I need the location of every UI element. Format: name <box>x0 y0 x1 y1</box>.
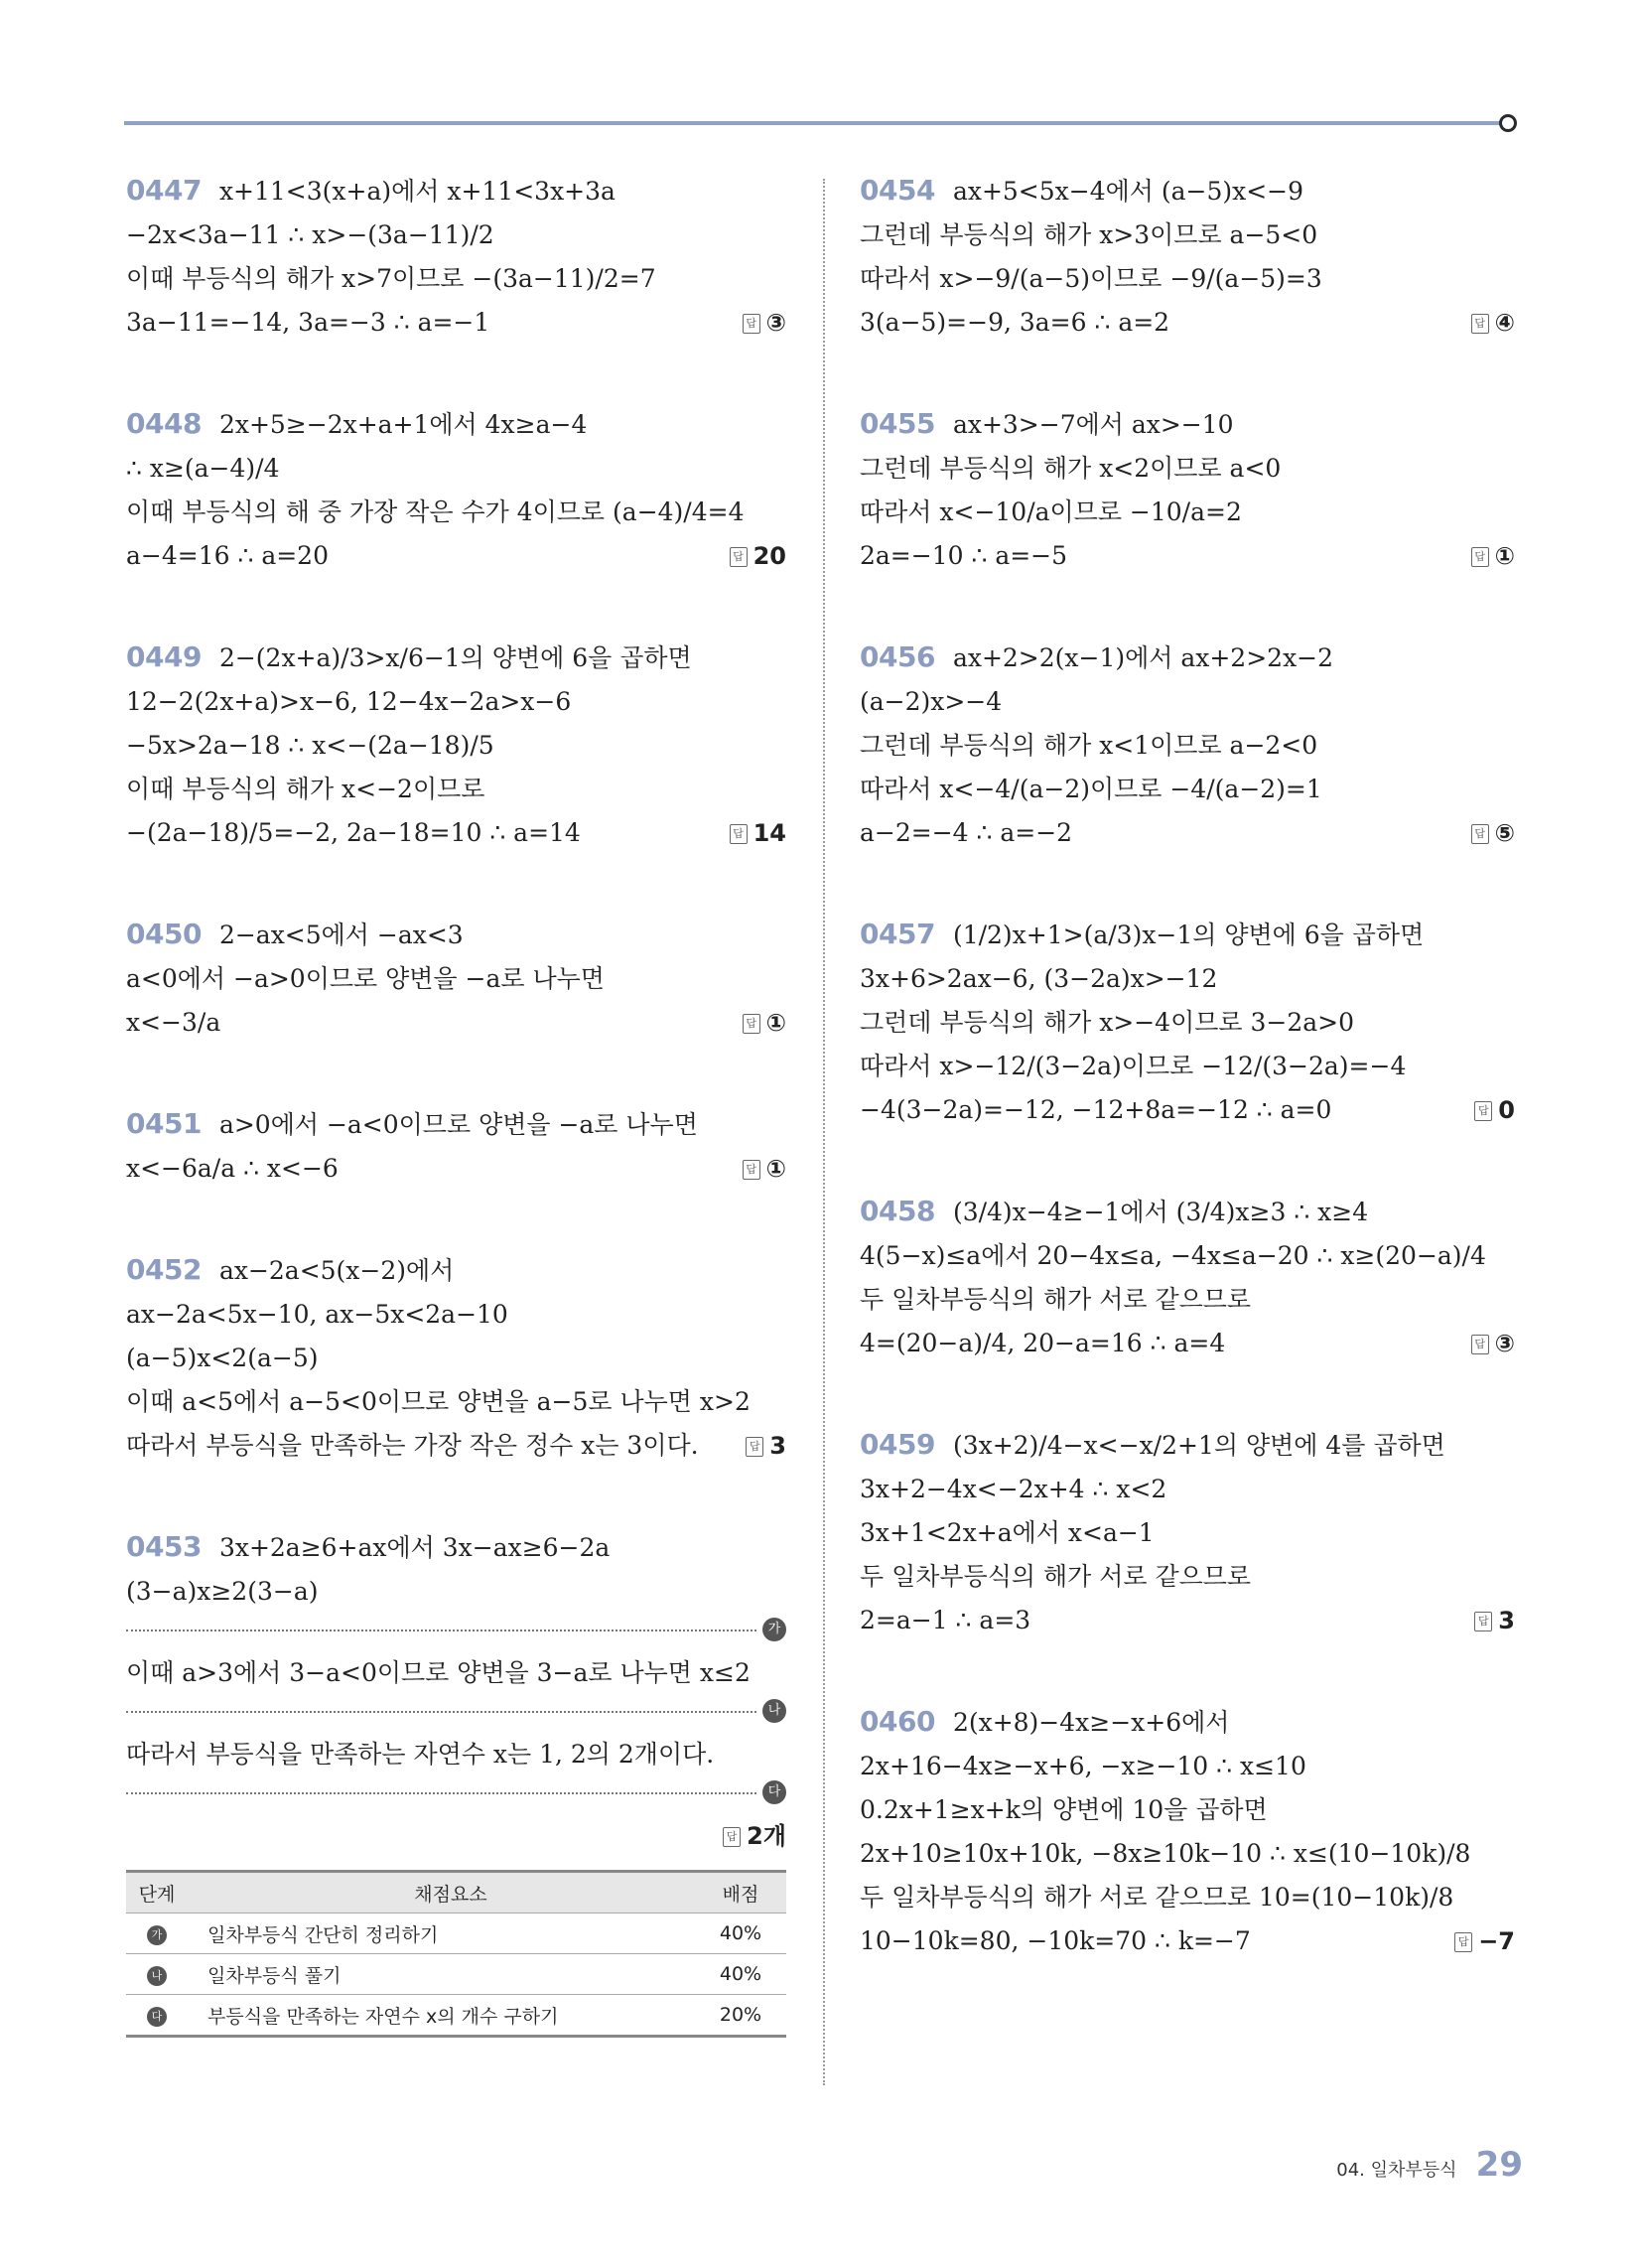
solution-text: x+11<3(x+a)에서 x+11<3x+3a <box>218 177 616 206</box>
problem-number: 0447 <box>126 174 202 207</box>
solution-text: 2−(2x+a)/3>x/6−1의 양변에 6을 곱하면 <box>218 643 692 672</box>
solution-text: 그런데 부등식의 해가 x>3이므로 a−5<0 <box>860 220 1318 249</box>
solution-line <box>126 402 786 447</box>
scoring-header-row <box>126 1872 786 1914</box>
header-rule <box>124 121 1506 125</box>
answer-line <box>126 1814 786 1858</box>
answer-icon: 답 <box>730 824 748 844</box>
page-number: 29 <box>1475 2145 1523 2185</box>
problem-number: 0450 <box>126 918 202 950</box>
answer-value: ① <box>1494 542 1515 570</box>
problem-0456 <box>860 636 1515 855</box>
problem-number: 0457 <box>860 918 935 950</box>
solution-text: ax+3>−7에서 ax>−10 <box>952 410 1234 439</box>
solution-text: 두 일차부등식의 해가 서로 같으므로 <box>860 1562 1252 1591</box>
problem-number: 0456 <box>860 640 935 673</box>
solution-line <box>860 680 1515 724</box>
scoring-step-cell <box>126 1954 188 1995</box>
answer-icon: 답 <box>1471 1335 1489 1354</box>
solution-text: 따라서 x>−9/(a−5)이므로 −9/(a−5)=3 <box>860 264 1322 293</box>
answer-value: 3 <box>1498 1607 1515 1634</box>
answer-icon: 답 <box>743 314 760 334</box>
solution-line <box>126 724 786 768</box>
solution-line <box>860 447 1515 491</box>
problem-0447 <box>126 169 786 345</box>
solution-text: 2(x+8)−4x≥−x+6에서 <box>952 1708 1230 1737</box>
solution-line <box>126 680 786 724</box>
problem-0454 <box>860 169 1515 345</box>
solution-text: 3x+2−4x<−2x+4 ∴ x<2 <box>860 1475 1167 1503</box>
solution-text: (3x+2)/4−x<−x/2+1의 양변에 4를 곱하면 <box>952 1431 1445 1460</box>
solution-line <box>860 402 1515 447</box>
scoring-row <box>126 1914 786 1954</box>
scoring-step-cell <box>126 1914 188 1954</box>
scoring-criterion: 일차부등식 풀기 <box>188 1954 695 1995</box>
answer-icon: 답 <box>1471 824 1489 844</box>
solution-text: 10−10k=80, −10k=70 ∴ k=−7 <box>860 1926 1251 1955</box>
step-separator <box>126 1699 786 1725</box>
answer-value: 14 <box>753 819 786 847</box>
solution-line <box>126 447 786 491</box>
solution-text: 2−ax<5에서 −ax<3 <box>218 921 464 949</box>
answer-value: ⑤ <box>1494 819 1515 847</box>
answer-icon: 답 <box>1471 547 1489 567</box>
answer-badge <box>743 1147 786 1191</box>
step-marker: 가 <box>762 1618 786 1641</box>
answer-badge <box>723 1814 786 1858</box>
dotted-rule <box>126 1630 756 1631</box>
solution-line <box>860 1088 1515 1132</box>
scoring-criterion: 부등식을 만족하는 자연수 x의 개수 구하기 <box>188 1995 695 2037</box>
problem-number: 0454 <box>860 174 935 207</box>
problem-0455 <box>860 402 1515 578</box>
step-marker: 다 <box>762 1780 786 1804</box>
solution-line <box>126 1525 786 1570</box>
left-column <box>126 169 786 2038</box>
step-marker: 가 <box>147 1925 167 1945</box>
solution-line <box>860 768 1515 811</box>
scoring-criterion: 일차부등식 간단히 정리하기 <box>188 1914 695 1954</box>
answer-icon: 답 <box>730 547 748 567</box>
problem-number: 0459 <box>860 1428 935 1461</box>
solution-text: (3/4)x−4≥−1에서 (3/4)x≥3 ∴ x≥4 <box>952 1198 1369 1226</box>
answer-icon: 답 <box>1454 1932 1472 1952</box>
solution-text: a−2=−4 ∴ a=−2 <box>860 818 1073 847</box>
solution-line <box>126 768 786 811</box>
scoring-header: 채점요소 <box>188 1872 695 1914</box>
scoring-points: 40% <box>695 1954 786 1995</box>
answer-badge <box>1471 534 1515 578</box>
solution-line <box>860 1700 1515 1745</box>
solution-text: 이때 a<5에서 a−5<0이므로 양변을 a−5로 나누면 x>2 <box>126 1387 751 1416</box>
solution-line <box>126 1293 786 1337</box>
solution-text: 4=(20−a)/4, 20−a=16 ∴ a=4 <box>860 1329 1226 1357</box>
solution-text: 이때 부등식의 해 중 가장 작은 수가 4이므로 (a−4)/4=4 <box>126 497 745 526</box>
answer-value: ① <box>765 1155 786 1183</box>
answer-badge <box>743 301 786 345</box>
right-column <box>860 169 1515 2021</box>
solution-line <box>860 1045 1515 1088</box>
solution-line <box>126 1424 786 1468</box>
answer-value: 0 <box>1498 1096 1515 1124</box>
solution-text: −4(3−2a)=−12, −12+8a=−12 ∴ a=0 <box>860 1095 1332 1124</box>
solution-line <box>126 1733 786 1776</box>
problem-0453 <box>126 1525 786 1858</box>
solution-text: x<−3/a <box>126 1008 221 1037</box>
problem-number: 0455 <box>860 407 935 440</box>
solution-text: ax−2a<5x−10, ax−5x<2a−10 <box>126 1300 508 1329</box>
scoring-table <box>126 1870 786 2038</box>
solution-text: ∴ x≥(a−4)/4 <box>126 454 280 483</box>
header-rule-end-dot <box>1499 114 1517 132</box>
problem-0451 <box>126 1102 786 1191</box>
scoring-header: 배점 <box>695 1872 786 1914</box>
answer-icon: 답 <box>1474 1612 1492 1631</box>
solution-line <box>860 1278 1515 1322</box>
answer-value: ③ <box>765 309 786 337</box>
solution-line <box>860 1919 1515 1963</box>
problem-0448 <box>126 402 786 578</box>
solution-text: a<0에서 −a>0이므로 양변을 −a로 나누면 <box>126 964 605 993</box>
scoring-points: 20% <box>695 1995 786 2037</box>
scoring-header: 단계 <box>126 1872 188 1914</box>
solution-text: 그런데 부등식의 해가 x>−4이므로 3−2a>0 <box>860 1008 1355 1037</box>
solution-text: 그런데 부등식의 해가 x<1이므로 a−2<0 <box>860 731 1318 760</box>
answer-badge <box>746 1424 786 1468</box>
answer-value: 3 <box>769 1432 786 1460</box>
dotted-rule <box>126 1711 756 1713</box>
answer-badge <box>1471 811 1515 855</box>
solution-line <box>860 1555 1515 1599</box>
answer-icon: 답 <box>723 1827 741 1847</box>
solution-text: 2x+16−4x≥−x+6, −x≥−10 ∴ x≤10 <box>860 1752 1306 1780</box>
solution-line <box>126 169 786 213</box>
solution-line <box>126 1147 786 1191</box>
step-separator <box>126 1780 786 1806</box>
solution-text: 이때 a>3에서 3−a<0이므로 양변을 3−a로 나누면 x≤2 <box>126 1658 751 1687</box>
step-marker: 나 <box>762 1699 786 1723</box>
solution-text: 0.2x+1≥x+k의 양변에 10을 곱하면 <box>860 1795 1268 1824</box>
answer-icon: 답 <box>743 1160 760 1180</box>
solution-text: 따라서 x>−12/(3−2a)이므로 −12/(3−2a)=−4 <box>860 1052 1407 1080</box>
answer-icon: 답 <box>743 1014 760 1034</box>
solution-text: (a−5)x<2(a−5) <box>126 1344 319 1372</box>
solution-text: 3x+1<2x+a에서 x<a−1 <box>860 1518 1155 1547</box>
answer-badge <box>1471 1322 1515 1365</box>
answer-value: 20 <box>753 542 786 570</box>
solution-text: 따라서 부등식을 만족하는 가장 작은 정수 x는 3이다. <box>126 1431 699 1460</box>
solution-text: 12−2(2x+a)>x−6, 12−4x−2a>x−6 <box>126 687 572 716</box>
solution-line <box>860 169 1515 213</box>
solution-text: −2x<3a−11 ∴ x>−(3a−11)/2 <box>126 220 494 249</box>
problem-number: 0453 <box>126 1530 202 1563</box>
step-marker: 나 <box>147 1966 167 1986</box>
problem-0449 <box>126 636 786 855</box>
solution-line <box>860 724 1515 768</box>
answer-icon: 답 <box>1474 1101 1492 1121</box>
solution-text: ax−2a<5(x−2)에서 <box>218 1256 455 1285</box>
solution-text: 두 일차부등식의 해가 서로 같으므로 10=(10−10k)/8 <box>860 1883 1454 1912</box>
problem-number: 0449 <box>126 640 202 673</box>
page-footer <box>1336 2145 1523 2185</box>
problem-number: 0451 <box>126 1107 202 1140</box>
solution-line <box>860 1234 1515 1278</box>
solution-line <box>126 534 786 578</box>
answer-value: 2개 <box>747 1822 786 1850</box>
problem-number: 0448 <box>126 407 202 440</box>
solution-text: 4(5−x)≤a에서 20−4x≤a, −4x≤a−20 ∴ x≥(20−a)/4 <box>860 1241 1486 1270</box>
solution-text: 따라서 x<−4/(a−2)이므로 −4/(a−2)=1 <box>860 775 1322 803</box>
answer-value: ④ <box>1494 309 1515 337</box>
answer-badge <box>1471 301 1515 345</box>
solution-text: ax+2>2(x−1)에서 ax+2>2x−2 <box>952 643 1334 672</box>
scoring-step-cell <box>126 1995 188 2037</box>
solution-line <box>860 636 1515 680</box>
solution-text: a−4=16 ∴ a=20 <box>126 541 329 570</box>
solution-text: (a−2)x>−4 <box>860 687 1003 716</box>
solution-line <box>126 1102 786 1147</box>
solution-line <box>126 636 786 680</box>
solution-line <box>126 1570 786 1614</box>
solution-text: 3(a−5)=−9, 3a=6 ∴ a=2 <box>860 308 1170 337</box>
chapter-label: 04. 일차부등식 <box>1336 2160 1457 2181</box>
solution-text: 그런데 부등식의 해가 x<2이므로 a<0 <box>860 454 1282 483</box>
answer-badge <box>730 811 786 855</box>
step-separator <box>126 1618 786 1643</box>
solution-text: 이때 부등식의 해가 x<−2이므로 <box>126 775 485 803</box>
solution-line <box>860 257 1515 301</box>
solution-line <box>126 213 786 257</box>
solution-text: a>0에서 −a<0이므로 양변을 −a로 나누면 <box>218 1110 698 1139</box>
solution-line <box>860 1511 1515 1555</box>
solution-line <box>860 213 1515 257</box>
solution-line <box>860 491 1515 534</box>
solution-text: 따라서 x<−10/a이므로 −10/a=2 <box>860 497 1242 526</box>
solution-line <box>860 913 1515 957</box>
problem-0450 <box>126 913 786 1045</box>
problem-number: 0452 <box>126 1253 202 1286</box>
solution-line <box>860 1788 1515 1832</box>
solution-text: 두 일차부등식의 해가 서로 같으므로 <box>860 1285 1252 1314</box>
solution-line <box>860 1745 1515 1788</box>
solution-line <box>126 1380 786 1424</box>
problem-0459 <box>860 1423 1515 1642</box>
answer-icon: 답 <box>1471 314 1489 334</box>
problem-0452 <box>126 1248 786 1468</box>
column-divider <box>823 179 825 2085</box>
answer-icon: 답 <box>746 1437 763 1457</box>
problem-number: 0458 <box>860 1195 935 1227</box>
solution-line <box>860 1832 1515 1876</box>
answer-value: −7 <box>1478 1927 1515 1955</box>
problem-0460 <box>860 1700 1515 1963</box>
solution-line <box>860 534 1515 578</box>
scoring-points: 40% <box>695 1914 786 1954</box>
solution-text: 이때 부등식의 해가 x>7이므로 −(3a−11)/2=7 <box>126 264 656 293</box>
solution-text: 3x+6>2ax−6, (3−2a)x>−12 <box>860 964 1218 993</box>
solution-line <box>126 257 786 301</box>
answer-badge <box>1454 1919 1515 1963</box>
solution-line <box>126 957 786 1001</box>
solution-line <box>860 1001 1515 1045</box>
answer-badge <box>730 534 786 578</box>
solution-text: x<−6a/a ∴ x<−6 <box>126 1154 339 1183</box>
solution-line <box>126 1248 786 1293</box>
scoring-row <box>126 1995 786 2037</box>
solution-text: 2a=−10 ∴ a=−5 <box>860 541 1068 570</box>
problem-0458 <box>860 1190 1515 1365</box>
solution-line <box>860 1322 1515 1365</box>
solution-line <box>126 1001 786 1045</box>
solution-line <box>126 301 786 345</box>
answer-value: ① <box>765 1009 786 1037</box>
solution-text: 따라서 부등식을 만족하는 자연수 x는 1, 2의 2개이다. <box>126 1740 715 1769</box>
answer-value: ③ <box>1494 1330 1515 1357</box>
solution-text: 2=a−1 ∴ a=3 <box>860 1606 1031 1634</box>
solution-text: (3−a)x≥2(3−a) <box>126 1577 319 1606</box>
problem-0457 <box>860 913 1515 1132</box>
answer-badge <box>1474 1599 1515 1642</box>
solution-line <box>126 811 786 855</box>
solution-text: 3a−11=−14, 3a=−3 ∴ a=−1 <box>126 308 490 337</box>
solution-line <box>860 1468 1515 1511</box>
step-marker: 다 <box>147 2007 167 2027</box>
solution-line <box>860 301 1515 345</box>
solution-text: 3x+2a≥6+ax에서 3x−ax≥6−2a <box>218 1533 611 1562</box>
solution-line <box>126 491 786 534</box>
solution-line <box>860 957 1515 1001</box>
answer-badge <box>743 1001 786 1045</box>
dotted-rule <box>126 1792 756 1794</box>
solution-text: ax+5<5x−4에서 (a−5)x<−9 <box>952 177 1304 206</box>
solution-line <box>860 1190 1515 1234</box>
solution-line <box>126 1337 786 1380</box>
solution-line <box>126 913 786 957</box>
solution-text: (1/2)x+1>(a/3)x−1의 양변에 6을 곱하면 <box>952 921 1425 949</box>
solution-line <box>860 811 1515 855</box>
solution-text: −(2a−18)/5=−2, 2a−18=10 ∴ a=14 <box>126 818 581 847</box>
solution-line <box>126 1651 786 1695</box>
problem-number: 0460 <box>860 1705 935 1738</box>
solution-line <box>860 1423 1515 1468</box>
solution-line <box>860 1876 1515 1919</box>
solution-text: −5x>2a−18 ∴ x<−(2a−18)/5 <box>126 731 494 760</box>
solution-text: 2x+5≥−2x+a+1에서 4x≥a−4 <box>218 410 588 439</box>
scoring-row <box>126 1954 786 1995</box>
solution-text: 2x+10≥10x+10k, −8x≥10k−10 ∴ x≤(10−10k)/8 <box>860 1839 1471 1868</box>
solution-line <box>860 1599 1515 1642</box>
answer-badge <box>1474 1088 1515 1132</box>
